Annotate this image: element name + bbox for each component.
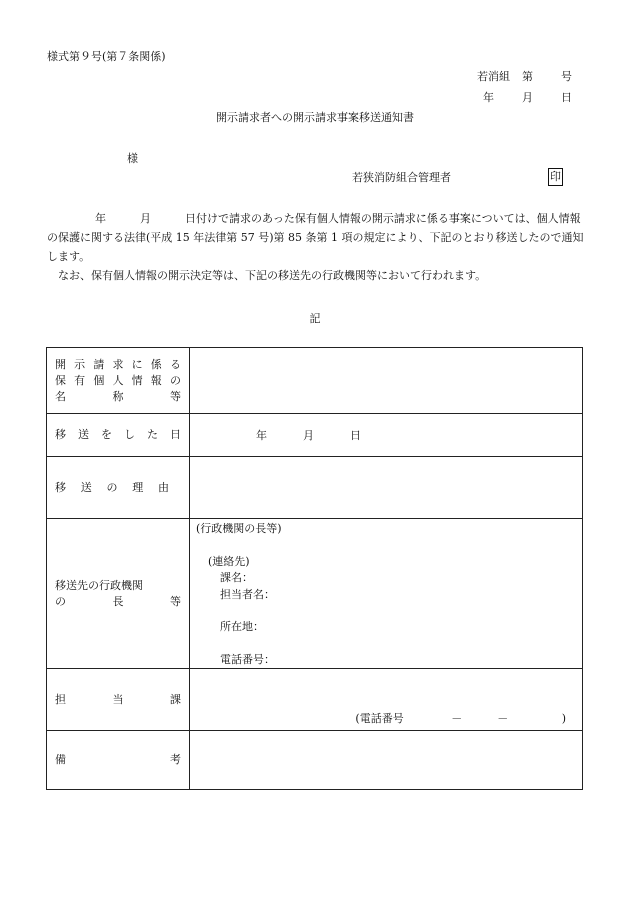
body-text-rest: 日付けで請求のあった保有個人情報の開示請求に係る事案については、個人情報の保護に関する法律(平成 15 年法律第 57 号)第 85 条第 1 項の規定により、下記のとおり移送したので通知します。: [47, 212, 584, 263]
label-transfer-reason: [47, 457, 190, 519]
char: 日: [170, 428, 181, 441]
doc-go: 号: [561, 70, 572, 83]
char: を: [101, 428, 112, 441]
row-responsible-section: [47, 669, 583, 731]
agency-head-label: (行政機関の長等): [196, 522, 282, 535]
person-name-label: 担当者名：: [220, 587, 275, 601]
char: の: [169, 373, 181, 387]
char: 課: [170, 692, 181, 706]
char: 理: [132, 480, 144, 494]
transfer-month: 月: [303, 429, 314, 442]
char: 示: [74, 357, 86, 371]
body-paragraph-1: [47, 209, 587, 266]
char: る: [169, 357, 181, 371]
row-destination-agency: [47, 519, 583, 669]
char: 報: [150, 373, 162, 387]
char: 個: [93, 373, 105, 387]
body-paragraph-2: なお、保有個人情報の開示決定等は、下記の移送先の行政機関等において行われます。: [58, 269, 487, 282]
char: の: [55, 594, 66, 608]
phone-close: ): [561, 712, 566, 725]
address-label: 所在地：: [220, 620, 264, 633]
form-number: 様式第９号(第７条関係): [47, 50, 166, 63]
char: 有: [74, 373, 86, 387]
issue-date: [483, 91, 572, 105]
label-destination-line2: [55, 594, 181, 610]
value-transfer-date[interactable]: [190, 414, 583, 457]
doc-prefix: 若消組: [477, 70, 510, 83]
label-transfer-date: [47, 414, 190, 457]
label-remarks: [47, 731, 190, 790]
label-info-name-line3: [55, 389, 181, 405]
char: 長: [112, 594, 124, 608]
label-info-name-line2: [55, 373, 181, 389]
value-info-name[interactable]: [190, 348, 583, 414]
char: 人: [112, 373, 124, 387]
transfer-day: 日: [350, 429, 361, 442]
char: 係: [150, 357, 162, 371]
char: に: [131, 357, 143, 371]
value-destination-agency[interactable]: [190, 519, 583, 669]
char: 送: [78, 428, 89, 441]
value-transfer-reason[interactable]: [190, 457, 583, 519]
phone-label: 電話番号：: [220, 652, 275, 666]
body-month: 月: [140, 212, 151, 225]
doc-dai: 第: [522, 70, 533, 83]
char: 保: [55, 373, 66, 387]
char: 送: [80, 480, 92, 494]
phone-dash-2: －: [497, 712, 509, 725]
row-transfer-date: [47, 414, 583, 457]
transfer-year: 年: [256, 429, 267, 442]
label-info-name: [47, 348, 190, 414]
char: 称: [112, 389, 124, 403]
seal-mark: 印: [548, 168, 563, 186]
document-title: 開示請求者への開示請求事案移送通知書: [216, 111, 414, 124]
char: 当: [112, 692, 124, 706]
row-info-name: [47, 348, 583, 414]
char: 名: [55, 389, 66, 403]
phone-dash-1: －: [451, 712, 463, 725]
char: し: [124, 428, 135, 441]
contact-label: (連絡先): [208, 554, 250, 568]
document-number: [477, 70, 572, 84]
label-info-name-line1: [55, 357, 181, 373]
ki-heading: 記: [309, 312, 321, 325]
date-month: 月: [522, 91, 533, 104]
char: の: [106, 480, 118, 494]
body-year: 年: [95, 212, 106, 225]
char: 移: [55, 480, 66, 494]
value-remarks[interactable]: [190, 731, 583, 790]
addressee: 様: [127, 152, 138, 165]
char: 開: [55, 357, 66, 371]
notice-body: [47, 209, 587, 285]
char: 請: [93, 357, 105, 371]
phone-open: (電話番号: [355, 712, 404, 725]
row-transfer-reason: [47, 457, 583, 519]
value-responsible-section[interactable]: [190, 669, 583, 731]
char: 移: [55, 428, 66, 441]
section-name-label: 課名：: [220, 571, 253, 584]
date-day: 日: [561, 91, 572, 104]
char: 等: [170, 594, 181, 608]
sender-name: 若狭消防組合管理者: [352, 171, 451, 184]
char: 考: [170, 753, 181, 766]
char: 担: [55, 692, 66, 706]
section-phone: [196, 710, 576, 726]
char: 求: [112, 357, 124, 371]
char: 等: [170, 389, 181, 403]
char: 由: [158, 480, 169, 494]
row-remarks: [47, 731, 583, 790]
char: 情: [131, 373, 143, 387]
char: た: [147, 428, 158, 441]
label-responsible-section: [47, 669, 190, 731]
label-destination-line1: 移送先の行政機関: [55, 578, 143, 592]
label-destination-agency: [47, 519, 190, 669]
char: 備: [55, 753, 66, 766]
date-year: 年: [483, 91, 494, 104]
transfer-details-table: [46, 347, 583, 790]
